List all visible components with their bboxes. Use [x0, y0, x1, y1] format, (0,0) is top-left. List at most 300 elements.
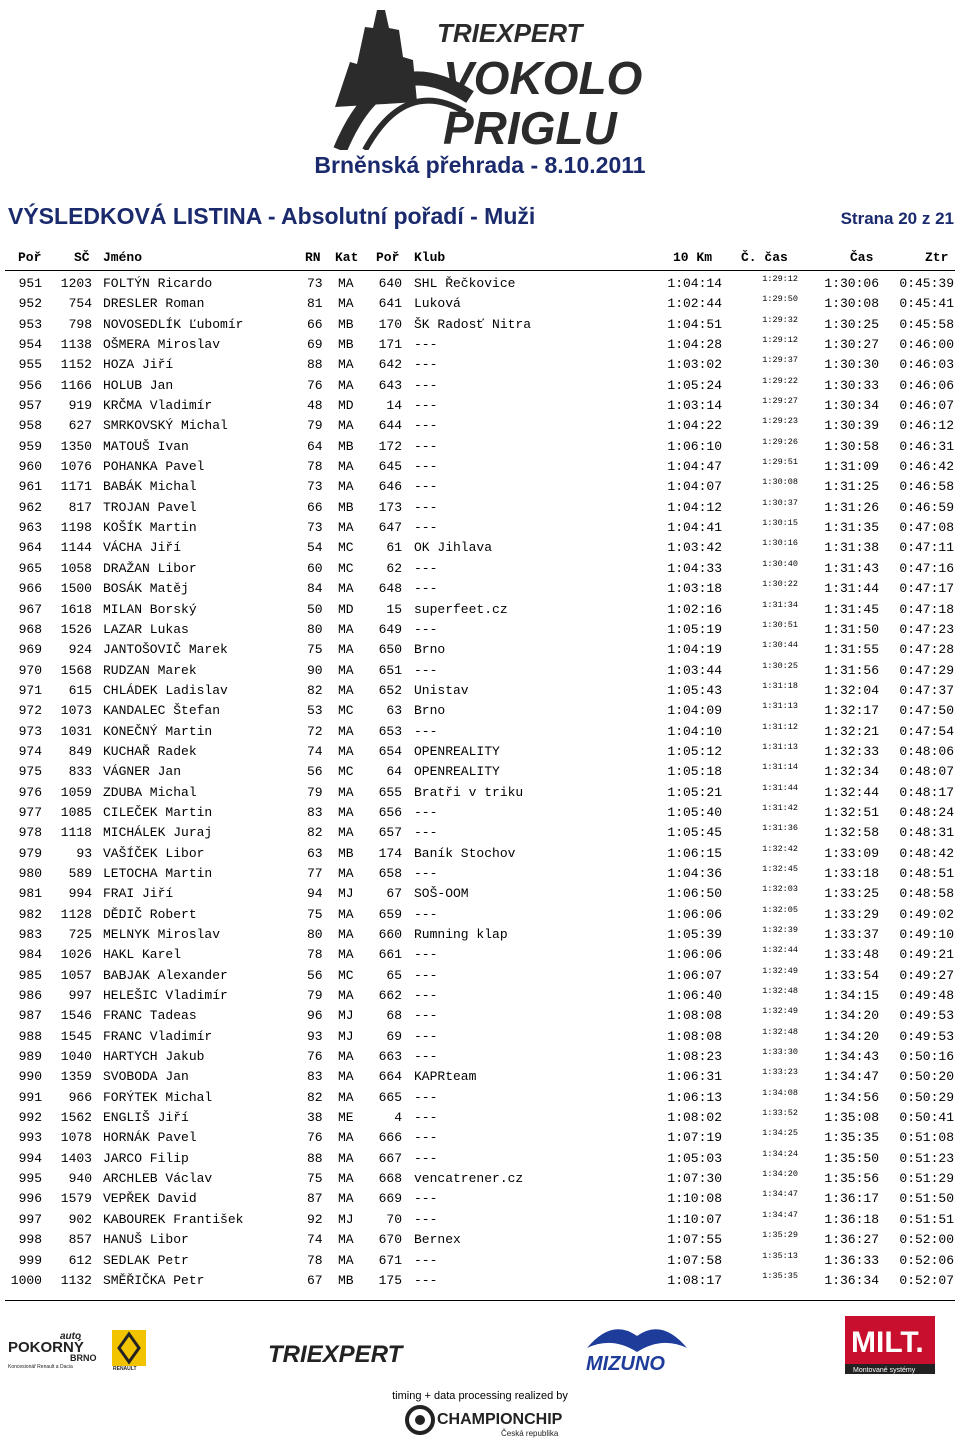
cell-name: KUCHAŘ Radek: [103, 743, 197, 759]
cell-birth-year: 73: [307, 520, 323, 536]
cell-rank: 971: [18, 682, 42, 698]
cell-chip-time: 1:32:49: [762, 965, 798, 976]
cell-start-number: 1562: [60, 1110, 92, 1126]
cell-time: 1:33:37: [824, 927, 879, 942]
cell-name: KANDALEC Štefan: [103, 703, 221, 719]
cell-rank: 978: [18, 825, 42, 841]
cell-start-number: 615: [68, 682, 92, 698]
cell-loss: 0:51:23: [899, 1150, 954, 1166]
cell-birth-year: 83: [307, 1069, 323, 1085]
cell-club: ---: [414, 967, 438, 983]
cell-start-number: 627: [68, 418, 92, 434]
cell-loss: 0:47:16: [899, 560, 954, 576]
cell-category-rank: 174: [378, 845, 402, 861]
table-row: [0, 518, 960, 538]
cell-time: 1:33:29: [824, 906, 879, 922]
cell-chip-time: 1:30:16: [762, 538, 798, 549]
cell-birth-year: 76: [307, 1130, 323, 1146]
table-row: [0, 1128, 960, 1148]
cell-start-number: 1500: [60, 581, 92, 597]
cell-birth-year: 75: [307, 906, 323, 922]
cell-time: 1:33:09: [824, 845, 879, 861]
cell-club: Baník Stochov: [414, 845, 516, 861]
cell-category: MA: [338, 662, 354, 678]
cell-category-rank: 655: [378, 784, 402, 800]
cell-start-number: 1198: [60, 520, 92, 536]
cell-start-number: 1579: [60, 1191, 92, 1207]
col-header-time: Čas: [850, 250, 874, 265]
cell-chip-time: 1:29:32: [762, 314, 798, 325]
cell-category-rank: 660: [378, 927, 402, 942]
cell-time: 1:30:08: [824, 296, 879, 312]
col-header-chip-time: Č. čas: [741, 250, 788, 265]
cell-category-rank: 170: [378, 316, 402, 332]
cell-club: ---: [414, 906, 438, 922]
cell-name: CILEČEK Martin: [103, 804, 213, 820]
cell-rank: 989: [18, 1049, 42, 1065]
cell-birth-year: 56: [307, 967, 323, 983]
cell-loss: 0:46:58: [899, 479, 954, 495]
table-row: [0, 701, 960, 721]
cell-chip-time: 1:31:13: [762, 701, 798, 712]
cell-category-rank: 70: [386, 1211, 402, 1227]
cell-loss: 0:48:51: [899, 865, 954, 881]
page-title: VÝSLEDKOVÁ LISTINA - Absolutní pořadí - Muži: [8, 203, 536, 229]
cell-time: 1:36:34: [824, 1272, 879, 1288]
svg-text:Česká republika: Česká republika: [501, 1429, 559, 1438]
cell-loss: 0:50:41: [899, 1110, 954, 1126]
cell-chip-time: 1:31:14: [762, 762, 798, 773]
cell-name: RUDZAN Marek: [103, 662, 197, 678]
cell-loss: 0:47:08: [899, 520, 954, 536]
cell-name: JARCO Filip: [103, 1150, 189, 1166]
cell-birth-year: 74: [307, 1232, 323, 1248]
cell-time: 1:33:18: [824, 865, 879, 881]
cell-name: SEDLAK Petr: [103, 1252, 189, 1268]
cell-category: MA: [338, 1069, 354, 1085]
cell-start-number: 1057: [60, 967, 92, 983]
cell-name: KRČMA Vladimír: [103, 398, 213, 414]
cell-name: BOSÁK Matěj: [103, 581, 189, 597]
cell-10km: 1:10:08: [667, 1191, 722, 1207]
cell-start-number: 612: [68, 1252, 92, 1268]
cell-rank: 964: [18, 540, 42, 556]
event-logo: [295, 2, 665, 150]
cell-category-rank: 670: [378, 1232, 402, 1248]
cell-chip-time: 1:35:35: [762, 1270, 798, 1281]
sponsor-milt-logo: [845, 1316, 935, 1376]
cell-birth-year: 56: [307, 764, 323, 780]
cell-loss: 0:48:58: [899, 886, 954, 902]
table-row: [0, 884, 960, 904]
cell-time: 1:31:50: [824, 621, 879, 637]
svg-text:auto: auto: [60, 1331, 82, 1342]
cell-rank: 993: [18, 1130, 42, 1146]
cell-category-rank: 171: [378, 337, 402, 353]
cell-name: DRAŽAN Libor: [103, 560, 197, 576]
cell-chip-time: 1:31:12: [762, 721, 798, 732]
cell-chip-time: 1:29:37: [762, 355, 798, 366]
cell-start-number: 924: [68, 642, 92, 658]
cell-10km: 1:06:31: [667, 1069, 722, 1085]
cell-loss: 0:46:12: [899, 418, 954, 434]
cell-chip-time: 1:34:25: [762, 1128, 798, 1139]
svg-text:RENAULT: RENAULT: [113, 1366, 137, 1370]
cell-chip-time: 1:35:29: [762, 1230, 798, 1241]
cell-birth-year: 48: [307, 398, 323, 414]
cell-category: MA: [338, 865, 354, 881]
svg-text:BRNO: BRNO: [70, 1353, 97, 1363]
cell-loss: 0:48:31: [899, 825, 954, 841]
cell-start-number: 1546: [60, 1008, 92, 1024]
cell-start-number: 1350: [60, 438, 92, 454]
cell-category-rank: 63: [386, 703, 402, 719]
cell-name: LAZAR Lukas: [103, 621, 189, 637]
cell-club: Rumning klap: [414, 927, 508, 942]
cell-10km: 1:04:19: [667, 642, 722, 658]
col-header-club: Klub: [414, 250, 446, 265]
cell-birth-year: 81: [307, 296, 323, 312]
col-header-loss: Ztr: [925, 250, 949, 265]
cell-category-rank: 644: [378, 418, 402, 434]
cell-chip-time: 1:32:05: [762, 904, 798, 915]
table-row: [0, 844, 960, 864]
cell-time: 1:30:34: [824, 398, 879, 414]
cell-birth-year: 76: [307, 377, 323, 393]
cell-loss: 0:47:17: [899, 581, 954, 597]
cell-time: 1:34:20: [824, 1008, 879, 1024]
svg-text:Koncesionář Renault a Dacia: Koncesionář Renault a Dacia: [8, 1364, 73, 1370]
cell-name: MICHÁLEK Juraj: [103, 825, 213, 841]
cell-10km: 1:05:21: [667, 784, 722, 800]
cell-name: FOLTÝN Ricardo: [103, 276, 213, 291]
cell-birth-year: 77: [307, 865, 323, 881]
cell-10km: 1:05:39: [667, 927, 722, 942]
cell-chip-time: 1:29:12: [762, 274, 798, 284]
cell-chip-time: 1:31:44: [762, 782, 798, 793]
cell-10km: 1:08:23: [667, 1049, 722, 1065]
cell-category: MJ: [338, 1008, 354, 1024]
cell-chip-time: 1:34:24: [762, 1148, 798, 1159]
cell-chip-time: 1:31:18: [762, 680, 798, 691]
cell-birth-year: 79: [307, 988, 323, 1004]
cell-rank: 983: [18, 927, 42, 942]
cell-time: 1:32:21: [824, 723, 879, 739]
cell-category-rank: 658: [378, 865, 402, 881]
cell-chip-time: 1:33:30: [762, 1047, 798, 1058]
cell-loss: 0:46:00: [899, 337, 954, 353]
cell-rank: 969: [18, 642, 42, 658]
cell-rank: 979: [18, 845, 42, 861]
table-row: [0, 1088, 960, 1108]
cell-time: 1:32:51: [824, 804, 879, 820]
table-row: [0, 1210, 960, 1230]
cell-name: HORNÁK Pavel: [103, 1130, 197, 1146]
cell-birth-year: 69: [307, 337, 323, 353]
cell-chip-time: 1:29:12: [762, 335, 798, 346]
col-header-category: Kat: [335, 250, 359, 265]
timing-credit: timing + data processing realized by: [392, 1390, 568, 1402]
cell-loss: 0:46:03: [899, 357, 954, 373]
cell-chip-time: 1:30:25: [762, 660, 798, 671]
cell-rank: 956: [18, 377, 42, 393]
cell-club: ---: [414, 804, 438, 820]
table-row: [0, 335, 960, 355]
cell-name: FRANC Tadeas: [103, 1008, 197, 1024]
cell-time: 1:32:04: [824, 682, 879, 698]
cell-birth-year: 73: [307, 479, 323, 495]
cell-club: Brno: [414, 703, 446, 719]
cell-loss: 0:47:37: [899, 682, 954, 698]
cell-chip-time: 1:29:51: [762, 457, 798, 468]
table-row: [0, 559, 960, 579]
cell-club: ---: [414, 988, 438, 1004]
cell-rank: 995: [18, 1171, 42, 1187]
cell-start-number: 833: [68, 764, 92, 780]
cell-10km: 1:04:33: [667, 560, 722, 576]
cell-name: NOVOSEDLÍK Ľubomír: [103, 316, 244, 332]
cell-category: MC: [338, 703, 354, 719]
cell-category: MA: [338, 276, 354, 291]
cell-category-rank: 61: [386, 540, 402, 556]
cell-10km: 1:04:14: [667, 276, 722, 291]
cell-start-number: 1118: [60, 825, 92, 841]
table-row: [0, 925, 960, 945]
cell-category: MA: [338, 723, 354, 739]
cell-club: OPENREALITY: [414, 764, 500, 780]
cell-category-rank: 175: [378, 1272, 402, 1288]
cell-time: 1:34:47: [824, 1069, 879, 1085]
cell-category-rank: 665: [378, 1089, 402, 1105]
cell-start-number: 589: [68, 865, 92, 881]
cell-start-number: 1545: [60, 1028, 92, 1044]
cell-rank: 960: [18, 459, 42, 475]
cell-club: ---: [414, 1150, 438, 1166]
cell-loss: 0:46:42: [899, 459, 954, 475]
cell-time: 1:34:20: [824, 1028, 879, 1044]
cell-loss: 0:45:39: [899, 276, 954, 291]
cell-category-rank: 646: [378, 479, 402, 495]
cell-rank: 985: [18, 967, 42, 983]
cell-club: KAPRteam: [414, 1069, 477, 1085]
cell-chip-time: 1:30:22: [762, 579, 798, 590]
cell-time: 1:33:48: [824, 947, 879, 963]
cell-10km: 1:10:07: [667, 1211, 722, 1227]
cell-start-number: 919: [68, 398, 92, 414]
cell-category: MA: [338, 1252, 354, 1268]
cell-birth-year: 78: [307, 947, 323, 963]
cell-category-rank: 642: [378, 357, 402, 373]
cell-club: OK Jihlava: [414, 540, 493, 556]
cell-loss: 0:51:51: [899, 1211, 954, 1227]
cell-rank: 965: [18, 560, 42, 576]
cell-chip-time: 1:34:47: [762, 1209, 798, 1220]
cell-10km: 1:08:02: [667, 1110, 722, 1126]
cell-club: OPENREALITY: [414, 743, 500, 759]
table-row: [0, 762, 960, 782]
cell-time: 1:31:55: [824, 642, 879, 658]
cell-category-rank: 652: [378, 682, 402, 698]
svg-text:POKORNÝ: POKORNÝ: [8, 1339, 84, 1356]
cell-loss: 0:48:17: [899, 784, 954, 800]
cell-rank: 970: [18, 662, 42, 678]
cell-category-rank: 648: [378, 581, 402, 597]
cell-category: MA: [338, 581, 354, 597]
cell-loss: 0:52:07: [899, 1272, 954, 1288]
cell-loss: 0:49:48: [899, 988, 954, 1004]
table-row: [0, 477, 960, 497]
sponsor-triexpert-logo: [268, 1338, 458, 1368]
cell-birth-year: 88: [307, 357, 323, 373]
cell-category-rank: 666: [378, 1130, 402, 1146]
cell-10km: 1:08:08: [667, 1028, 722, 1044]
cell-category: MA: [338, 1150, 354, 1166]
table-row: [0, 1271, 960, 1291]
cell-name: DRESLER Roman: [103, 296, 205, 312]
table-row: [0, 640, 960, 660]
cell-category: MA: [338, 1049, 354, 1065]
cell-rank: 980: [18, 865, 42, 881]
cell-time: 1:30:30: [824, 357, 879, 373]
cell-time: 1:32:58: [824, 825, 879, 841]
cell-time: 1:35:08: [824, 1110, 879, 1126]
cell-name: SMĚŘIČKA Petr: [103, 1272, 205, 1288]
cell-loss: 0:47:54: [899, 723, 954, 739]
table-row: [0, 620, 960, 640]
cell-birth-year: 87: [307, 1191, 323, 1207]
cell-club: ---: [414, 581, 438, 597]
table-header: [0, 248, 960, 268]
cell-10km: 1:05:12: [667, 743, 722, 759]
table-row: [0, 457, 960, 477]
cell-rank: 972: [18, 703, 42, 719]
cell-chip-time: 1:32:48: [762, 986, 798, 997]
cell-chip-time: 1:33:52: [762, 1108, 798, 1119]
cell-time: 1:35:56: [824, 1171, 879, 1187]
cell-category-rank: 68: [386, 1008, 402, 1024]
cell-club: ---: [414, 499, 438, 515]
table-row: [0, 1047, 960, 1067]
cell-category: MA: [338, 520, 354, 536]
cell-10km: 1:03:44: [667, 662, 722, 678]
cell-start-number: 1618: [60, 601, 92, 617]
cell-10km: 1:06:40: [667, 988, 722, 1004]
cell-category: MA: [338, 459, 354, 475]
cell-loss: 0:46:59: [899, 499, 954, 515]
cell-start-number: 1403: [60, 1150, 92, 1166]
page-number: Strana 20 z 21: [840, 209, 954, 228]
cell-10km: 1:04:09: [667, 703, 722, 719]
cell-rank: 973: [18, 723, 42, 739]
cell-name: KOŠÍK Martin: [103, 520, 197, 536]
cell-10km: 1:03:02: [667, 357, 722, 373]
cell-start-number: 997: [68, 988, 92, 1004]
cell-name: ENGLIŠ Jiří: [103, 1110, 189, 1126]
cell-10km: 1:06:50: [667, 886, 722, 902]
table-row: [0, 1169, 960, 1189]
cell-birth-year: 79: [307, 784, 323, 800]
cell-10km: 1:06:07: [667, 967, 722, 983]
cell-start-number: 754: [68, 296, 92, 312]
cell-category-rank: 649: [378, 621, 402, 637]
cell-loss: 0:51:29: [899, 1171, 954, 1187]
cell-club: ŠK Radosť Nitra: [414, 316, 532, 332]
cell-name: OŠMERA Miroslav: [103, 337, 221, 353]
cell-rank: 990: [18, 1069, 42, 1085]
col-header-name: Jméno: [103, 250, 143, 265]
cell-start-number: 798: [68, 316, 92, 332]
cell-club: ---: [414, 947, 438, 963]
cell-chip-time: 1:32:49: [762, 1006, 798, 1017]
cell-10km: 1:03:14: [667, 398, 722, 414]
cell-category: MA: [338, 927, 354, 942]
header-divider: [5, 270, 955, 271]
cell-rank: 988: [18, 1028, 42, 1044]
cell-start-number: 817: [68, 499, 92, 515]
cell-time: 1:35:50: [824, 1150, 879, 1166]
cell-category: MA: [338, 743, 354, 759]
cell-birth-year: 80: [307, 927, 323, 942]
cell-club: ---: [414, 1049, 438, 1065]
cell-chip-time: 1:29:26: [762, 436, 798, 447]
cell-club: ---: [414, 560, 438, 576]
cell-name: ARCHLEB Václav: [103, 1171, 213, 1187]
cell-club: Brno: [414, 642, 446, 658]
cell-category: MA: [338, 1191, 354, 1207]
cell-loss: 0:45:58: [899, 316, 954, 332]
cell-club: ---: [414, 1028, 438, 1044]
cell-10km: 1:04:22: [667, 418, 722, 434]
cell-time: 1:34:15: [824, 988, 879, 1004]
cell-rank: 953: [18, 316, 42, 332]
cell-birth-year: 74: [307, 743, 323, 759]
cell-rank: 967: [18, 601, 42, 617]
cell-category: MC: [338, 560, 354, 576]
cell-name: BABÁK Michal: [103, 479, 197, 495]
cell-name: MATOUŠ Ivan: [103, 438, 189, 454]
cell-time: 1:32:17: [824, 703, 879, 719]
table-row: [0, 396, 960, 416]
cell-birth-year: 78: [307, 1252, 323, 1268]
cell-club: ---: [414, 438, 438, 454]
cell-category: MJ: [338, 886, 354, 902]
cell-loss: 0:52:06: [899, 1252, 954, 1268]
championchip-logo: [405, 1404, 565, 1438]
table-row: [0, 294, 960, 314]
cell-category: MA: [338, 906, 354, 922]
cell-category-rank: 65: [386, 967, 402, 983]
cell-category-rank: 641: [378, 296, 402, 312]
cell-start-number: 1059: [60, 784, 92, 800]
cell-start-number: 966: [68, 1089, 92, 1105]
logo-brand-text: TRIEXPERT: [437, 18, 583, 48]
cell-time: 1:35:35: [824, 1130, 879, 1146]
cell-rank: 962: [18, 499, 42, 515]
cell-rank: 1000: [10, 1272, 42, 1288]
cell-name: CHLÁDEK Ladislav: [103, 682, 228, 698]
table-row: [0, 823, 960, 843]
col-header-rank: Poř: [18, 250, 42, 265]
cell-category-rank: 654: [378, 743, 402, 759]
cell-category-rank: 667: [378, 1150, 402, 1166]
cell-birth-year: 67: [307, 1272, 323, 1288]
col-header-birth-year: RN: [305, 250, 321, 265]
sponsor-auto-pokorny-logo: [8, 1330, 158, 1370]
cell-rank: 952: [18, 296, 42, 312]
cell-10km: 1:06:06: [667, 947, 722, 963]
cell-birth-year: 38: [307, 1110, 323, 1126]
cell-loss: 0:49:10: [899, 927, 954, 942]
